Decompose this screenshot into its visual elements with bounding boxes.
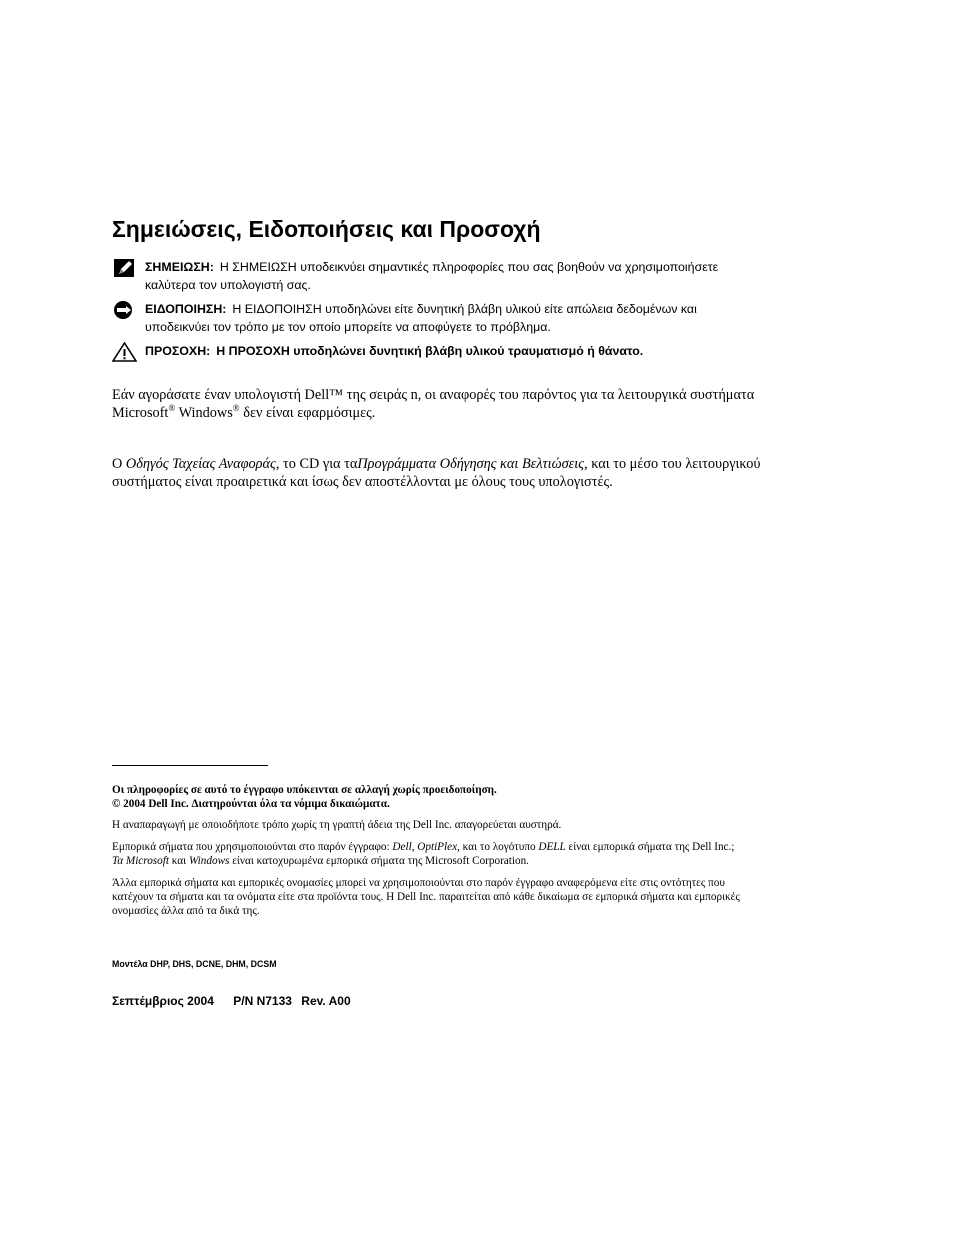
notice-text-2: υποδεικνύει τον τρόπο με τον οποίο μπορείτε να αποφύγετε το πρόβλημα. [145,320,551,334]
caution-text: Η ΠΡΟΣΟΧΗ υποδηλώνει δυνητική βλάβη υλικού τραυματισμό ή θάνατο. [216,344,644,358]
notice-label: ΕΙΔΟΠΟΙΗΣΗ: [145,302,227,316]
copyright-notice: Οι πληροφορίες σε αυτό το έγγραφο υπόκεινται σε αλλαγή χωρίς προειδοποίηση. © 2004 Dell Inc. Διατηρούνται όλα τα νόμιμα δικαιώματα. [112,784,497,811]
reproduction-notice: Η αναπαραγωγή με οποιοδήποτε τρόπο χωρίς τη γραπτή άδεια της Dell Inc. απαγορεύεται αυστηρά. [112,819,562,831]
notice-hand-icon [112,300,137,320]
paragraph-optional-media: Ο Οδηγός Ταχείας Αναφοράς, το CD για ταΠρογράμματα Οδήγησης και Βελτιώσεις, και το μέσο του λειτουργικού συστήματος είναι προαιρετικά και ίσως δεν αποστέλλονται με όλους τους υπολογιστές. [112,456,761,490]
notice-block [112,300,812,336]
pencil-note-icon [112,258,137,278]
caution-block [112,342,812,360]
note-text: Η ΣΗΜΕΙΩΣΗ υποδεικνύει σημαντικές πληροφορίες που σας βοηθούν να χρησιμοποιήσετε [219,260,719,274]
warning-triangle-icon [112,342,137,362]
notice-text: Η ΕΙΔΟΠΟΙΗΣΗ υποδηλώνει είτε δυνητική βλάβη υλικού είτε απώλεια δεδομένων και [232,302,697,316]
revision: Rev. A00 [301,994,351,1008]
other-trademarks-notice: Άλλα εμπορικά σήματα και εμπορικές ονομασίες μπορεί να χρησιμοποιούνται στο παρόν έγγραφο αναφερόμενα είτε στις οντότητες που κατέχουν τα σήματα και τα ονόματα είτε στα προϊόντα τους. Η Dell Inc. παραιτείται από κάθε δικαίωμα σε εμπορικά σήματα και εμπορικές ονομασίες άλλα από τα δικά της. [112,877,740,918]
paragraph-n-series: Εάν αγοράσατε έναν υπολογιστή Dell™ της σειράς n, οι αναφορές του παρόντος για τα λειτουργικά συστήματα Microsoft® Windows® δεν είναι εφαρμόσιμες. [112,387,755,421]
note-text-2: καλύτερα τον υπολογιστή σας. [145,278,311,292]
note-label: ΣΗΜΕΙΩΣΗ: [145,260,214,274]
model-numbers: Μοντέλα DHP, DHS, DCNE, DHM, DCSM [112,959,277,969]
note-block [112,258,812,294]
document-footer [112,994,367,1008]
page-title: Σημειώσεις, Ειδοποιήσεις και Προσοχή [112,216,541,242]
footnote-divider [112,765,268,766]
trademark-notice: Εμπορικά σήματα που χρησιμοποιούνται στο παρόν έγγραφο: Dell, OptiPlex, και το λογότυπο DELL είναι εμπορικά σήματα της Dell Inc.; Τα Microsoft και Windows είναι κατοχυρωμένα εμπορικά σήματα της Microsoft Corporation. [112,841,735,868]
publication-date: Σεπτέμβριος 2004 [112,994,214,1008]
caution-label: ΠΡΟΣΟΧΗ: [145,344,211,358]
part-number: P/N N7133 [233,994,292,1008]
